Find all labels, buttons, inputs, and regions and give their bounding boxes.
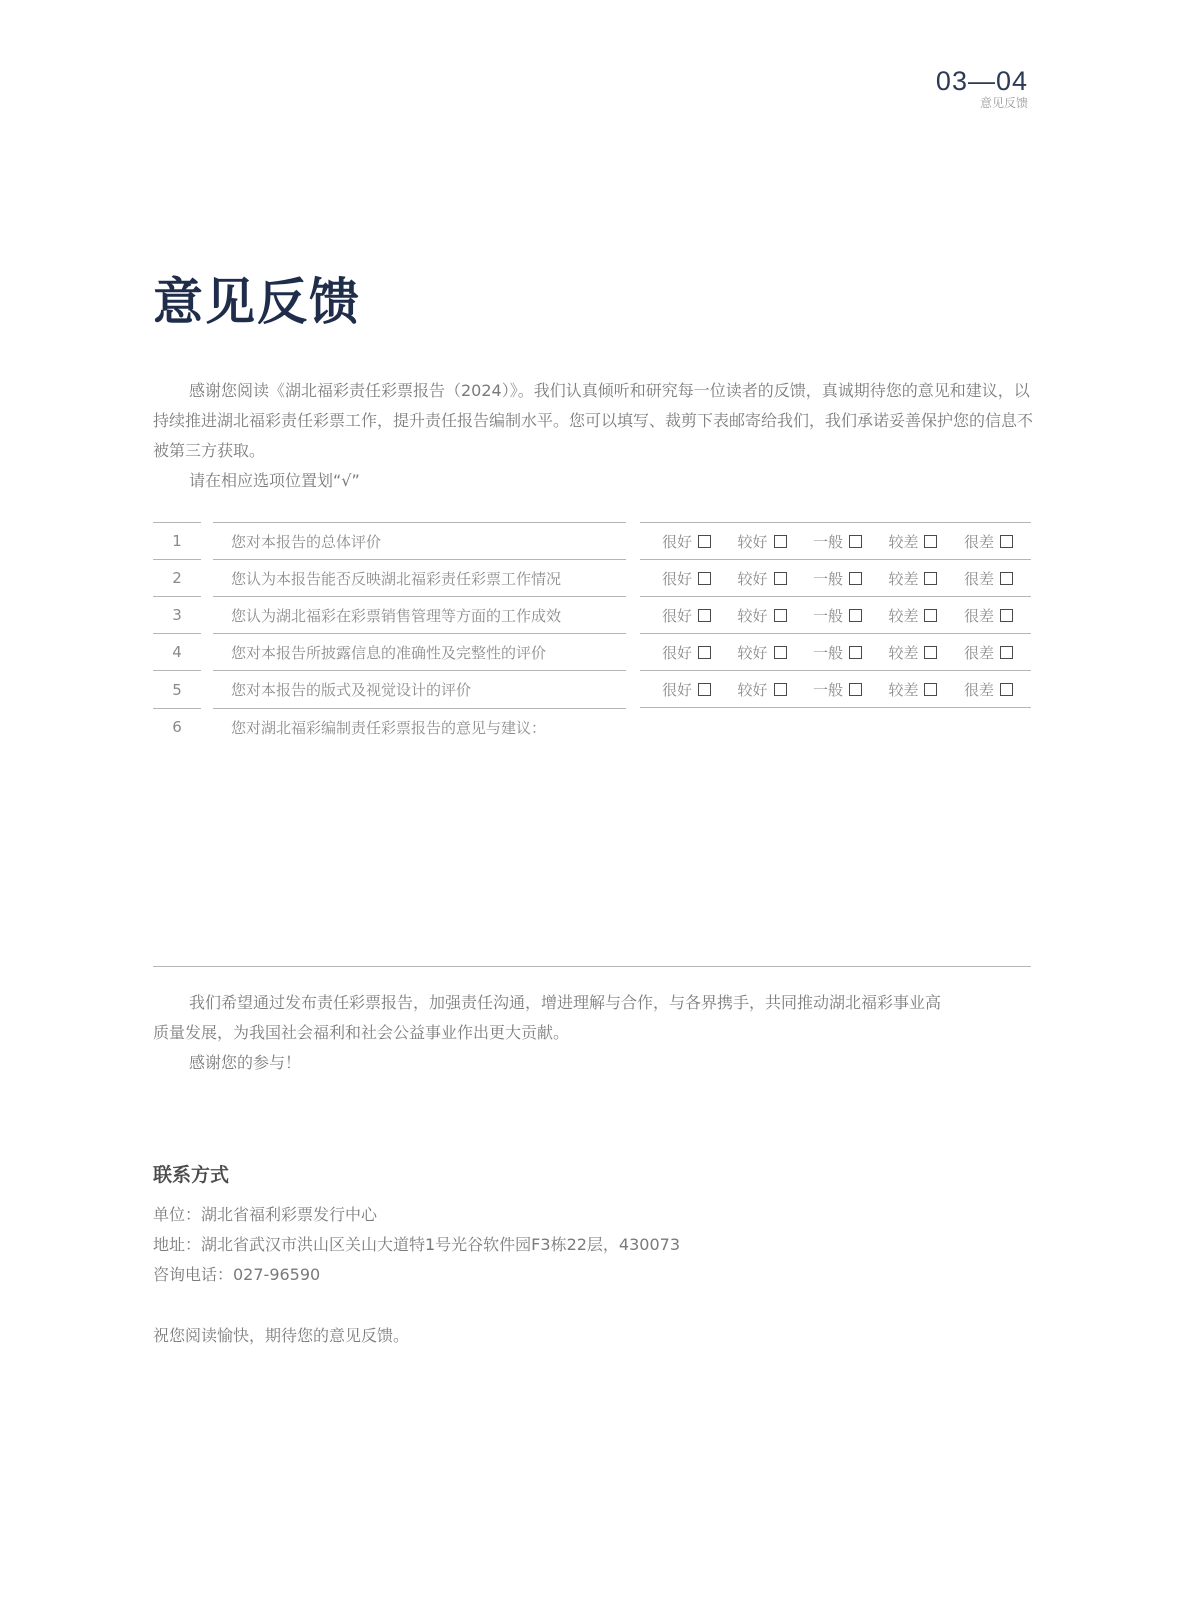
contact-title: 联系方式	[153, 1164, 230, 1186]
rating-option-label: 较好	[737, 569, 768, 588]
rating-option-label: 较好	[737, 643, 768, 662]
page-title: 意见反馈	[153, 272, 361, 331]
rating-option[interactable]	[888, 679, 937, 700]
rating-option-label: 较好	[737, 606, 768, 625]
rating-checkbox[interactable]	[849, 683, 862, 696]
rating-option[interactable]	[813, 531, 862, 552]
rating-option[interactable]	[737, 531, 786, 552]
rating-checkbox[interactable]	[698, 646, 711, 659]
question-number: 5	[153, 670, 201, 708]
rating-option[interactable]	[964, 679, 1013, 700]
rating-option-label: 很好	[662, 643, 693, 662]
rating-checkbox[interactable]	[698, 683, 711, 696]
rating-option[interactable]	[964, 531, 1013, 552]
survey-row	[153, 559, 1031, 596]
rating-option[interactable]	[737, 605, 786, 626]
rating-checkbox[interactable]	[774, 572, 787, 585]
rating-option[interactable]	[662, 568, 711, 589]
rating-option[interactable]	[813, 642, 862, 663]
rating-option-label: 一般	[812, 532, 843, 551]
rating-option-label: 很好	[662, 606, 693, 625]
rating-option[interactable]	[662, 605, 711, 626]
rating-checkbox[interactable]	[1000, 683, 1013, 696]
rating-options	[640, 605, 1031, 626]
rating-checkbox[interactable]	[849, 535, 862, 548]
rating-option[interactable]	[737, 679, 786, 700]
rating-option-label: 较差	[888, 606, 919, 625]
rating-checkbox[interactable]	[849, 609, 862, 622]
rating-option-label: 较差	[888, 532, 919, 551]
rating-option[interactable]	[813, 605, 862, 626]
closing-section	[153, 988, 1033, 1078]
rating-option-label: 很差	[963, 680, 994, 699]
rating-checkbox[interactable]	[1000, 535, 1013, 548]
rating-option[interactable]	[964, 568, 1013, 589]
rating-option[interactable]	[662, 642, 711, 663]
question-text: 您认为本报告能否反映湖北福彩责任彩票工作情况	[213, 559, 626, 596]
thanks-text: 感谢您的参与！	[189, 1053, 302, 1072]
rating-option[interactable]	[888, 568, 937, 589]
rating-option[interactable]	[888, 642, 937, 663]
rating-option[interactable]	[964, 642, 1013, 663]
rating-checkbox[interactable]	[924, 683, 937, 696]
contact-unit: 单位：湖北省福利彩票发行中心	[153, 1205, 378, 1224]
survey-table	[153, 522, 1031, 745]
rating-option-label: 很差	[963, 569, 994, 588]
closing-paragraph: 我们希望通过发布责任彩票报告，加强责任沟通，增进理解与合作，与各界携手，共同推动湖北福彩事业高质量发展，为我国社会福利和社会公益事业作出更大贡献。	[153, 993, 942, 1042]
rating-checkbox[interactable]	[698, 572, 711, 585]
rating-option[interactable]	[888, 605, 937, 626]
question-number: 3	[153, 596, 201, 633]
rating-option-label: 很差	[963, 643, 994, 662]
rating-options	[640, 642, 1031, 663]
rating-option-label: 一般	[812, 569, 843, 588]
question-text: 您对本报告的总体评价	[213, 522, 626, 559]
rating-checkbox[interactable]	[774, 609, 787, 622]
rating-options	[640, 568, 1031, 589]
rating-checkbox[interactable]	[1000, 646, 1013, 659]
rating-option-label: 较差	[888, 569, 919, 588]
section-divider	[153, 966, 1031, 967]
rating-option[interactable]	[813, 679, 862, 700]
page-header	[936, 66, 1028, 110]
survey-row	[153, 633, 1031, 670]
rating-checkbox[interactable]	[1000, 609, 1013, 622]
rating-option[interactable]	[662, 531, 711, 552]
rating-checkbox[interactable]	[849, 572, 862, 585]
question-number: 1	[153, 522, 201, 559]
rating-checkbox[interactable]	[774, 646, 787, 659]
contact-phone: 咨询电话：027-96590	[153, 1265, 321, 1284]
rating-option[interactable]	[813, 568, 862, 589]
survey-row	[153, 670, 1031, 708]
rating-checkbox[interactable]	[924, 535, 937, 548]
rating-option-label: 很差	[963, 606, 994, 625]
rating-checkbox[interactable]	[698, 609, 711, 622]
survey-row	[153, 522, 1031, 559]
question-number: 6	[153, 708, 201, 745]
rating-option-label: 较差	[888, 643, 919, 662]
rating-checkbox[interactable]	[924, 646, 937, 659]
rating-option-label: 一般	[812, 606, 843, 625]
farewell-text: 祝您阅读愉快，期待您的意见反馈。	[153, 1326, 410, 1345]
rating-option-label: 很好	[662, 680, 693, 699]
rating-option[interactable]	[662, 679, 711, 700]
rating-option-label: 较差	[888, 680, 919, 699]
rating-checkbox[interactable]	[924, 609, 937, 622]
rating-option[interactable]	[964, 605, 1013, 626]
rating-options	[640, 531, 1031, 552]
rating-option[interactable]	[888, 531, 937, 552]
question-text: 您认为湖北福彩在彩票销售管理等方面的工作成效	[213, 596, 626, 633]
rating-checkbox[interactable]	[774, 535, 787, 548]
section-label: 意见反馈	[979, 96, 1028, 110]
survey-row	[153, 596, 1031, 633]
rating-options	[640, 679, 1031, 700]
rating-option-label: 较好	[737, 680, 768, 699]
rating-checkbox[interactable]	[774, 683, 787, 696]
contact-info	[153, 1200, 680, 1290]
intro-paragraph: 感谢您阅读《湖北福彩责任彩票报告（2024）》。我们认真倾听和研究每一位读者的反馈，真诚期待您的意见和建议，以持续推进湖北福彩责任彩票工作，提升责任报告编制水平。您可以填写、裁剪下表邮寄给我们，我们承诺妥善保护您的信息不被第三方获取。	[153, 381, 1034, 460]
rating-option[interactable]	[737, 642, 786, 663]
question-number: 2	[153, 559, 201, 596]
contact-address: 地址：湖北省武汉市洪山区关山大道特1号光谷软件园F3栋22层，430073	[153, 1235, 681, 1254]
rating-checkbox[interactable]	[924, 572, 937, 585]
rating-option-label: 一般	[812, 643, 843, 662]
rating-option-label: 很好	[662, 569, 693, 588]
rating-checkbox[interactable]	[698, 535, 711, 548]
rating-option-label: 一般	[812, 680, 843, 699]
question-number: 4	[153, 633, 201, 670]
question-text: 您对本报告的版式及视觉设计的评价	[213, 670, 626, 708]
rating-checkbox[interactable]	[849, 646, 862, 659]
survey-row-open	[153, 708, 1031, 745]
intro-section	[153, 376, 1033, 496]
instruction-text: 请在相应选项位置划“√”	[189, 471, 360, 490]
question-text: 您对本报告所披露信息的准确性及完整性的评价	[213, 633, 626, 670]
rating-option-label: 很差	[963, 532, 994, 551]
rating-checkbox[interactable]	[1000, 572, 1013, 585]
rating-option-label: 很好	[662, 532, 693, 551]
rating-option-label: 较好	[737, 532, 768, 551]
rating-option[interactable]	[737, 568, 786, 589]
page-number: 03—04	[935, 66, 1028, 96]
open-question-text: 您对湖北福彩编制责任彩票报告的意见与建议：	[213, 708, 626, 745]
